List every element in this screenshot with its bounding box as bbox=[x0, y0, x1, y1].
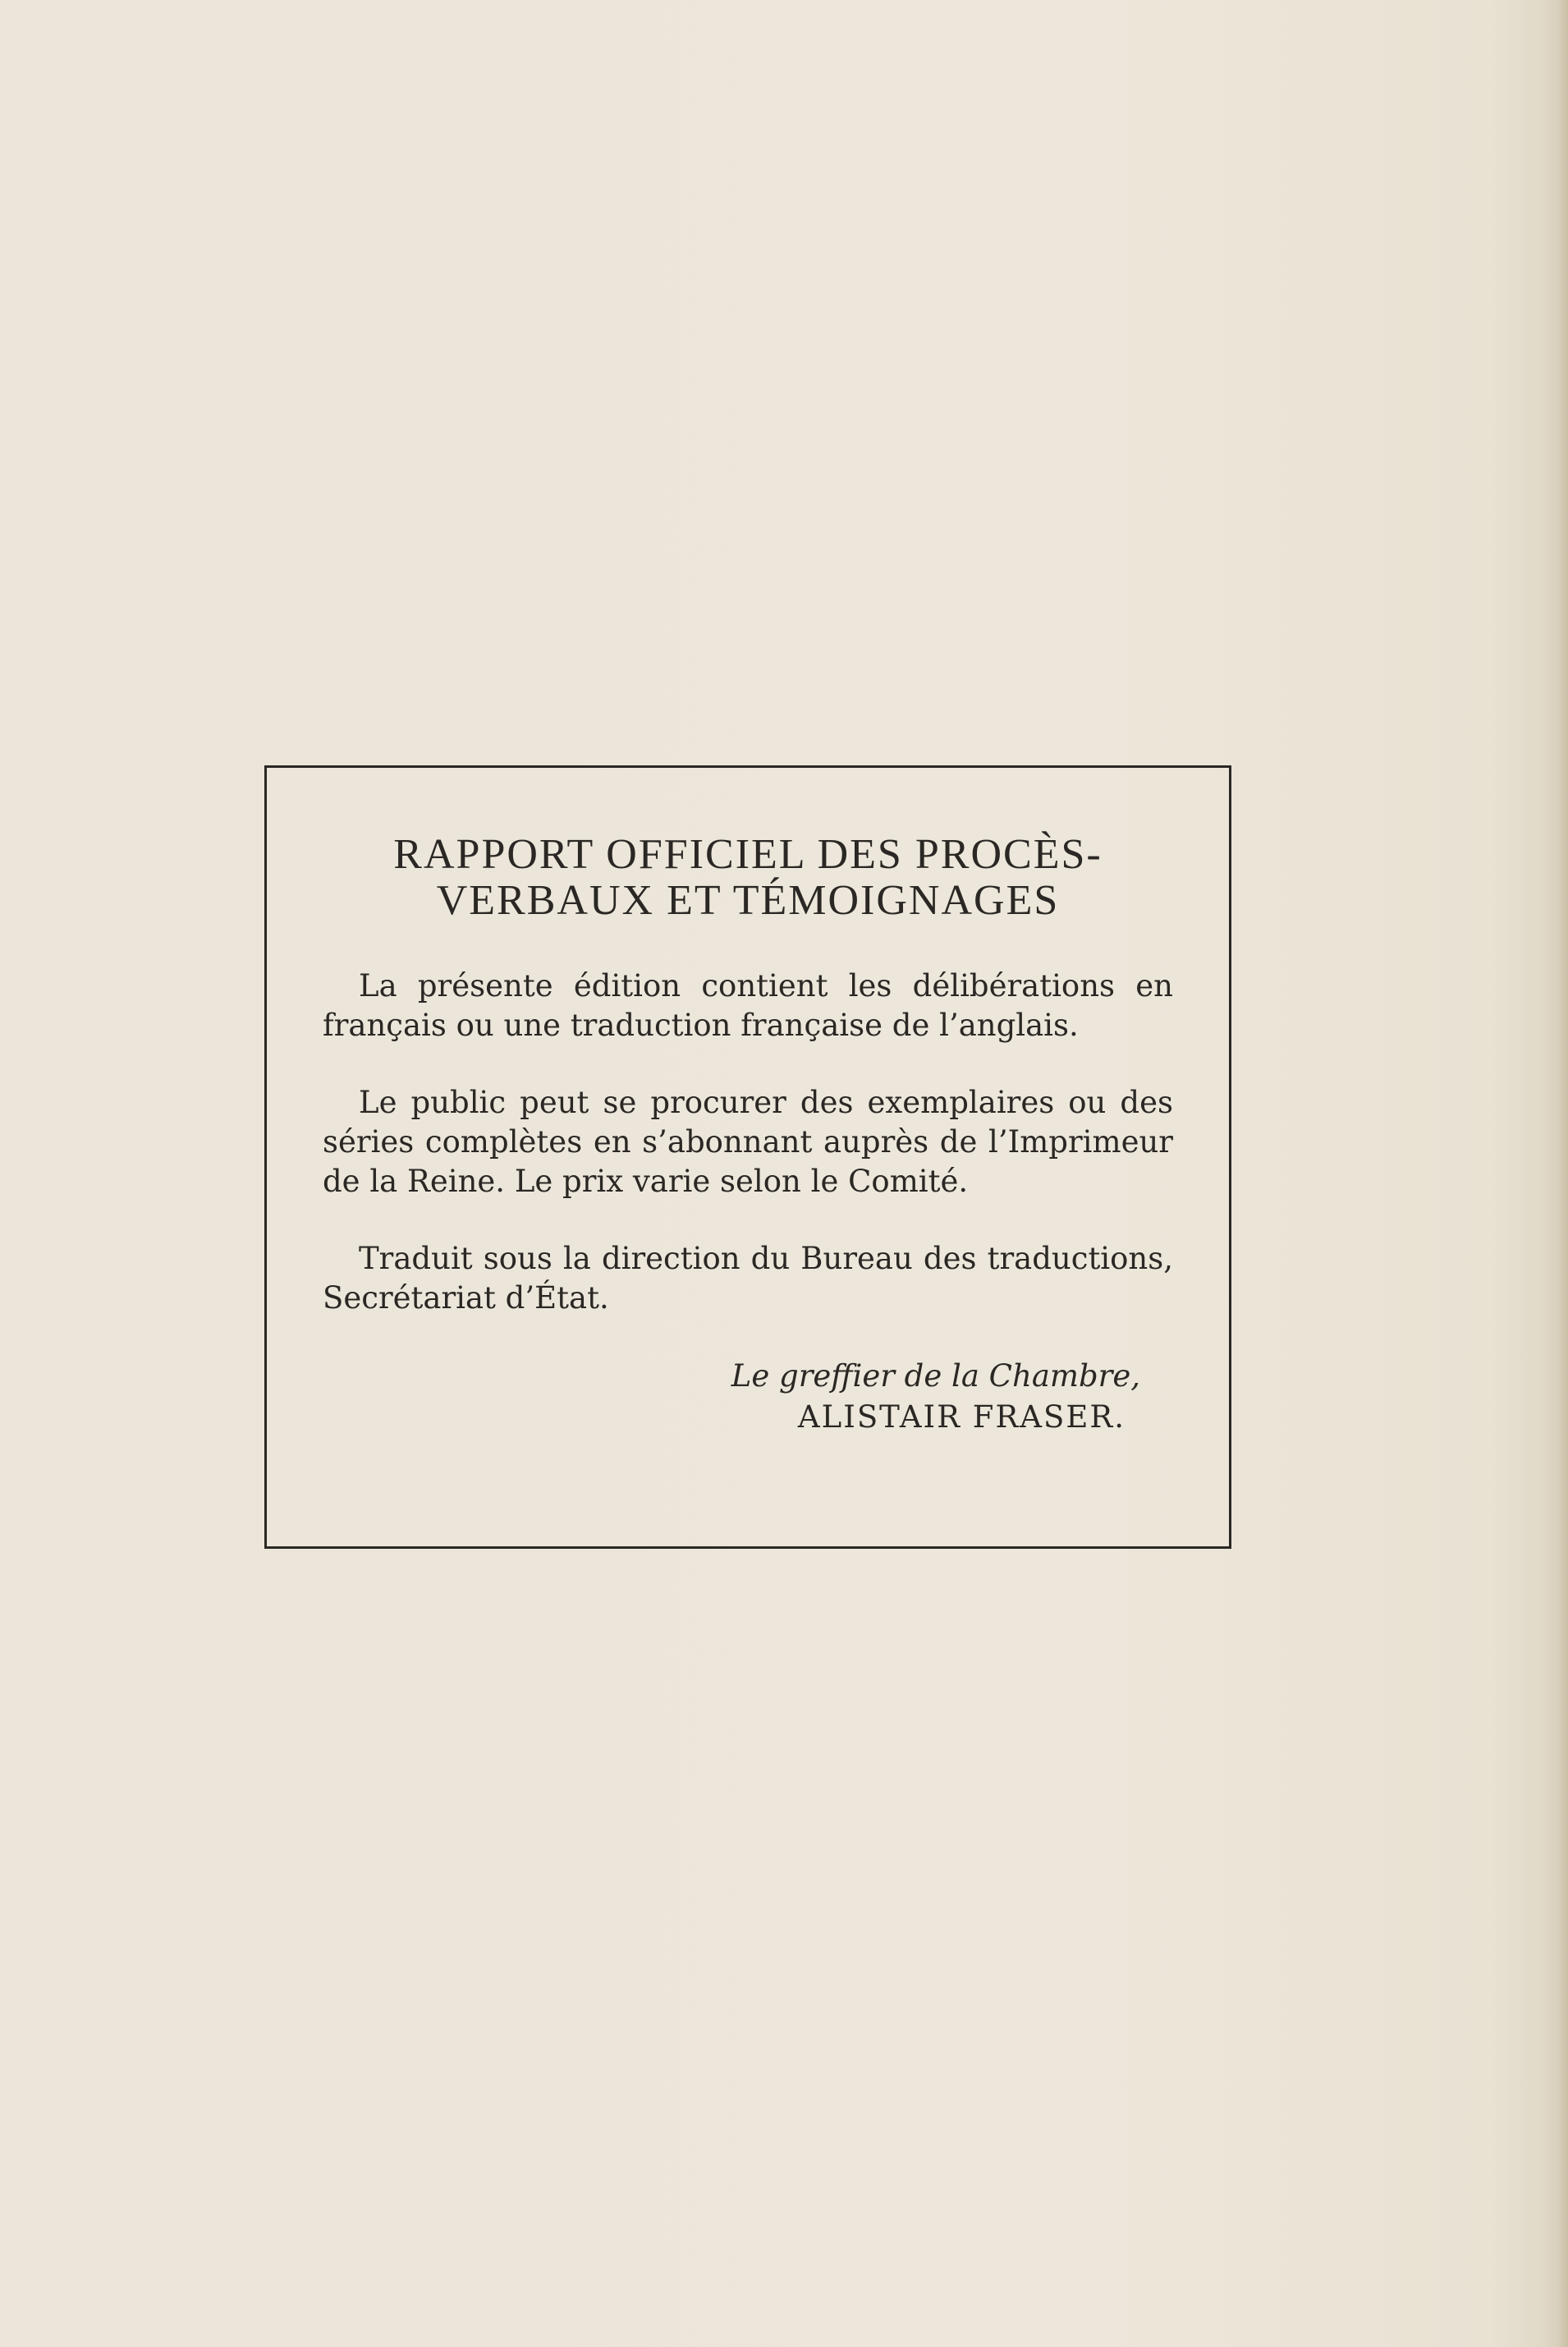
signature-block bbox=[323, 1356, 1173, 1438]
page-edge-shadow bbox=[1545, 0, 1568, 2347]
notice-title-line-1: RAPPORT OFFICIEL DES PROCÈS- bbox=[393, 831, 1103, 878]
signature-name: ALISTAIR FRASER. bbox=[797, 1399, 1126, 1435]
notice-paragraph-edition: La présente édition contient les délibérations en français ou une traduction française de l’anglais. bbox=[323, 968, 1173, 1043]
notice-paragraph-subscription: Le public peut se procurer des exemplaires ou des séries complètes en s’abonnant auprès de l’Imprimeur de la Reine. Le prix varie selon le Comité. bbox=[323, 1085, 1173, 1199]
notice-box bbox=[264, 765, 1231, 1549]
notice-title bbox=[323, 832, 1173, 924]
notice-title-line-2: VERBAUX ET TÉMOIGNAGES bbox=[436, 877, 1060, 924]
signature-role: Le greffier de la Chambre, bbox=[731, 1358, 1140, 1394]
notice-paragraph-translation: Traduit sous la direction du Bureau des traductions, Secrétariat d’État. bbox=[323, 1241, 1173, 1316]
